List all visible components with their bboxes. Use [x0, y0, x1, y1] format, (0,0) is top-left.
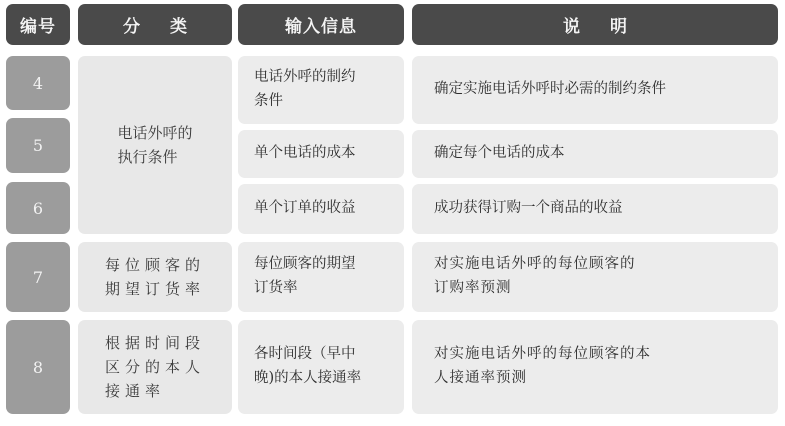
header-number [6, 4, 70, 45]
input-cell [238, 242, 404, 312]
description-text: 确定实施电话外呼时必需的制约条件 [434, 81, 666, 98]
input-text: 单个订单的收益 [254, 200, 356, 217]
description-text: 对实施电话外呼的每位顾客的 订购率预测 [434, 256, 636, 296]
row-number-6 [6, 182, 70, 234]
category-label: 电话外呼的 执行条件 [117, 124, 193, 166]
header-description-label: 说明 [563, 17, 657, 37]
row-number-label: 6 [32, 198, 44, 218]
input-text: 单个电话的成本 [254, 145, 356, 162]
header-category-label: 分类 [123, 17, 217, 37]
description-cell [412, 242, 778, 312]
input-text: 每位顾客的期望 订货率 [254, 256, 356, 296]
row-number-7 [6, 242, 70, 312]
header-input [238, 4, 404, 45]
input-text: 电话外呼的制约 条件 [254, 69, 356, 109]
category-execution-conditions [78, 56, 232, 234]
input-cell [238, 320, 404, 414]
input-cell [238, 56, 404, 124]
description-text: 成功获得订购一个商品的收益 [434, 200, 623, 217]
row-number-label: 7 [32, 267, 44, 287]
row-number-label: 8 [32, 357, 44, 377]
description-cell [412, 130, 778, 178]
input-text: 各时间段（早中 晚)的本人接通率 [254, 346, 362, 386]
header-description [412, 4, 778, 45]
row-number-label: 5 [32, 136, 44, 155]
input-cell [238, 130, 404, 178]
input-cell [238, 184, 404, 234]
category-connect-rate-by-time [78, 320, 232, 414]
row-number-5 [6, 118, 70, 173]
row-number-label: 4 [32, 73, 44, 93]
category-label: 根据时间段 区分的本人 接通率 [104, 334, 205, 400]
description-cell [412, 320, 778, 414]
description-cell [412, 56, 778, 124]
header-category [78, 4, 232, 45]
header-number-label: 编号 [20, 17, 56, 37]
description-cell [412, 184, 778, 234]
category-expected-order-rate [78, 242, 232, 312]
row-number-8 [6, 320, 70, 414]
description-text: 确定每个电话的成本 [434, 145, 565, 162]
row-number-4 [6, 56, 70, 110]
header-input-label: 输入信息 [285, 17, 357, 37]
description-text: 对实施电话外呼的每位顾客的本 人接通率预测 [434, 346, 651, 386]
category-label: 每位顾客的 期望订货率 [104, 256, 205, 298]
